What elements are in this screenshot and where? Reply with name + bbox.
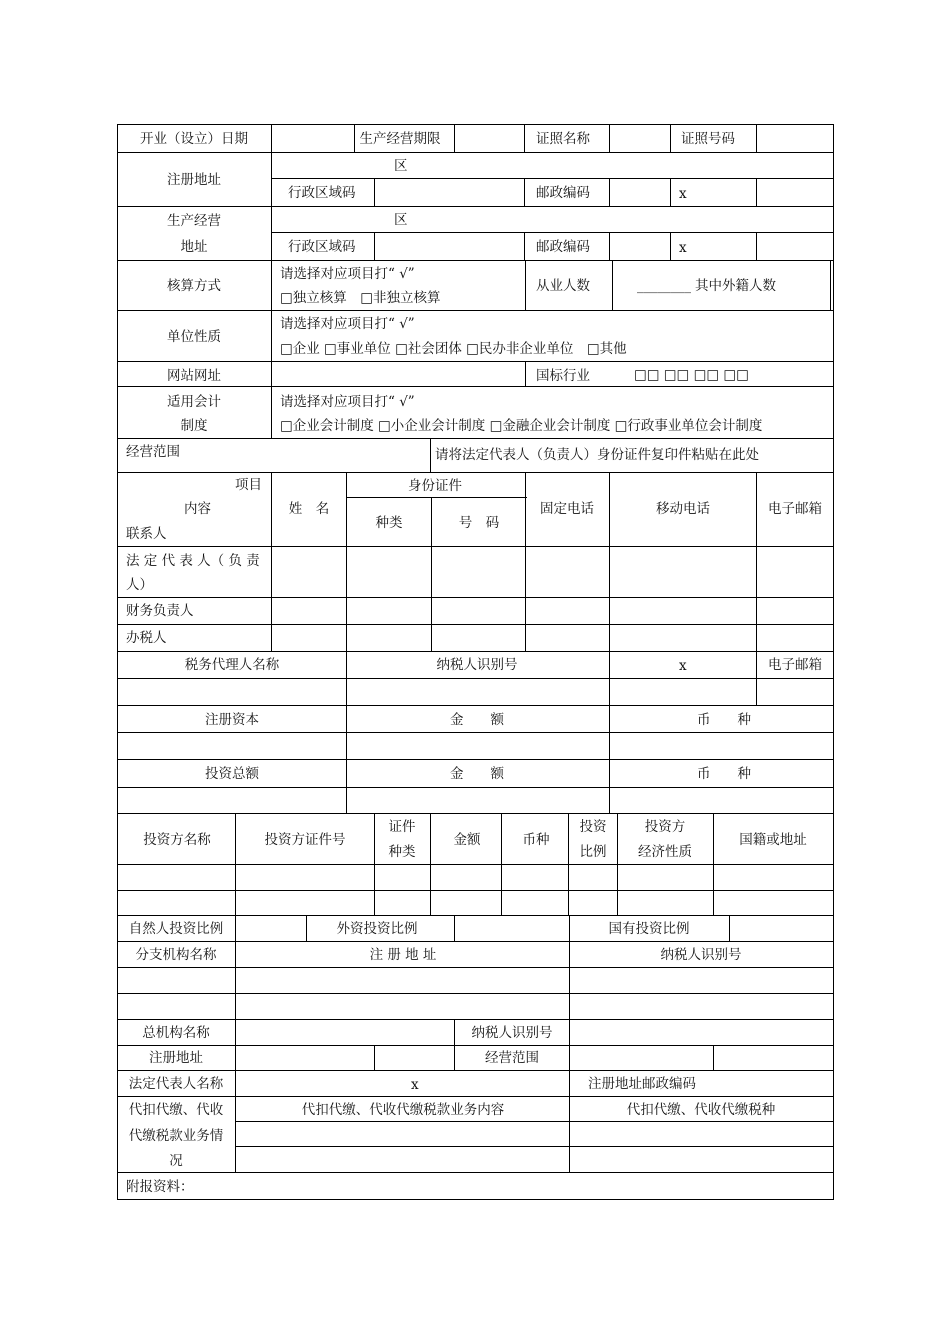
grid-line-v [729, 915, 730, 942]
hint-choose: 请选择对应项目打“ √” [280, 316, 415, 332]
col-investor-name: 投资方名称 [143, 832, 211, 848]
label-amount: 金 额 [450, 766, 504, 782]
grid-line-h [117, 1096, 834, 1097]
label-unit-nature: 单位性质 [167, 329, 221, 345]
grid-line-v [713, 813, 714, 916]
col-mobile: 移动电话 [656, 501, 710, 517]
grid-line-v [374, 1045, 375, 1071]
grid-line-v [609, 178, 610, 207]
col-withhold-tax: 代扣代缴、代收代缴税种 [626, 1102, 776, 1118]
grid-line-v [713, 1045, 714, 1071]
grid-line-h [117, 678, 834, 679]
grid-line-h [117, 1070, 834, 1071]
grid-line-h [117, 651, 834, 652]
grid-line-h [117, 206, 834, 207]
label-scope: 经营范围 [126, 444, 180, 460]
grid-line-v [756, 232, 757, 261]
col-econ-1: 投资方 [644, 819, 686, 835]
grid-line-v [670, 232, 671, 261]
hint-choose: 请选择对应项目打“ √” [280, 394, 415, 410]
x-mark: x [411, 1077, 419, 1093]
grid-line-v [670, 124, 671, 153]
col-id-type: 种类 [375, 515, 403, 531]
col-ratio-2: 比例 [579, 844, 607, 860]
label-currency: 币 种 [697, 766, 751, 782]
grid-line-v [525, 260, 526, 311]
grid-line-v [609, 232, 610, 261]
grid-line-v [617, 813, 618, 916]
grid-line-h [117, 310, 834, 311]
label-postal: 邮政编码 [536, 185, 590, 201]
grid-line-v [374, 178, 375, 207]
x-mark: x [679, 240, 687, 256]
grid-line-h [117, 1172, 834, 1173]
grid-line-h [117, 438, 834, 439]
grid-line-h [117, 864, 834, 865]
label-industry: 国标行业 [536, 368, 590, 384]
grid-line-v [612, 260, 613, 311]
grid-line-v [756, 178, 757, 207]
label-hq-name: 总机构名称 [142, 1025, 210, 1041]
label-website: 网站网址 [167, 368, 221, 384]
label-reg-capital: 注册资本 [205, 712, 259, 728]
label-postal: 邮政编码 [536, 239, 590, 255]
label-district: 区 [394, 212, 408, 228]
grid-line-h [117, 993, 834, 994]
grid-line-v [524, 232, 525, 261]
grid-line-v [670, 178, 671, 207]
grid-line-h [235, 1146, 834, 1147]
grid-line-v [568, 813, 569, 916]
row-tax-person: 办税人 [126, 630, 167, 646]
grid-line-h [117, 705, 834, 706]
grid-line-v [525, 361, 526, 387]
grid-line-h [117, 787, 834, 788]
grid-line-v [454, 1045, 455, 1071]
grid-line-h [117, 1019, 834, 1020]
grid-line-v [235, 915, 236, 942]
grid-line-h [271, 178, 834, 179]
grid-line-h [117, 813, 834, 814]
grid-line-v [609, 705, 610, 814]
col-withhold-content: 代扣代缴、代收代缴税款业务内容 [301, 1102, 505, 1118]
grid-line-v [501, 813, 502, 916]
label-legal-name: 法定代表人名称 [128, 1076, 224, 1092]
grid-line-v [524, 178, 525, 207]
col-cert-kind-2: 种类 [388, 844, 416, 860]
grid-line-v [374, 232, 375, 261]
grid-line-h [117, 941, 834, 942]
label-invest-total: 投资总额 [205, 766, 259, 782]
grid-line-v [271, 260, 272, 439]
grid-line-v [525, 472, 526, 652]
grid-line-h [117, 759, 834, 760]
grid-line-v [346, 651, 347, 706]
col-nationality: 国籍或地址 [739, 832, 807, 848]
grid-line-v [569, 941, 570, 1020]
employees-blank: ________ [637, 278, 691, 294]
industry-code-boxes[interactable]: □□ □□ □□ □□ [634, 367, 749, 383]
hint-choose: 请选择对应项目打“ √” [280, 266, 415, 282]
label-natural-ratio: 自然人投资比例 [128, 921, 224, 937]
grid-line-h [117, 732, 834, 733]
label-employees: 从业人数 [536, 278, 590, 294]
label-foreign-ratio: 外资投资比例 [336, 921, 418, 937]
label-currency: 币 种 [697, 712, 751, 728]
label-acc-sys-1: 适用会计 [167, 394, 221, 410]
col-cert-kind-1: 证件 [388, 819, 416, 835]
grid-line-h [117, 915, 834, 916]
grid-line-v [524, 124, 525, 153]
col-currency: 币种 [522, 832, 550, 848]
grid-line-h [117, 1045, 834, 1046]
grid-line-v [830, 260, 831, 311]
label-open-date: 开业（设立）日期 [140, 131, 248, 147]
label-withhold-2: 代缴税款业务情 [128, 1128, 224, 1144]
label-withhold-1: 代扣代缴、代收 [128, 1102, 224, 1118]
label-taxpayer-id: 纳税人识别号 [471, 1025, 553, 1041]
col-name: 姓 名 [288, 501, 330, 517]
label-district: 区 [394, 158, 408, 174]
grid-line-v [454, 124, 455, 153]
grid-line-v [346, 472, 347, 652]
grid-line-v [430, 438, 431, 473]
label-foreign: 其中外籍人数 [695, 278, 776, 294]
label-state-ratio: 国有投资比例 [608, 921, 690, 937]
grid-line-v [756, 651, 757, 706]
col-phone: 固定电话 [540, 501, 594, 517]
grid-line-v [235, 813, 236, 916]
grid-line-v [346, 705, 347, 814]
grid-line-h [117, 260, 834, 261]
col-branch-name: 分支机构名称 [135, 947, 217, 963]
label-period: 生产经营期限 [359, 131, 441, 147]
grid-line-v [569, 1070, 570, 1173]
label-taxpayer-id: 纳税人识别号 [436, 657, 518, 673]
col-ratio-1: 投资 [579, 819, 607, 835]
grid-line-v [374, 813, 375, 916]
grid-line-h [117, 472, 834, 473]
grid-line-v [609, 651, 610, 706]
label-agent-name: 税务代理人名称 [184, 657, 280, 673]
grid-line-v [235, 941, 236, 1173]
grid-line-h [117, 361, 834, 362]
row-legal-2: 人） [126, 577, 153, 593]
label-acc-sys-2: 制度 [180, 418, 208, 434]
label-email: 电子邮箱 [768, 657, 822, 673]
label-reg-addr: 注册地址 [149, 1050, 203, 1066]
label-amount: 金 额 [450, 712, 504, 728]
grid-line-h [235, 1121, 834, 1122]
grid-line-h [271, 232, 834, 233]
x-mark: x [679, 658, 687, 674]
col-amount: 金额 [453, 832, 481, 848]
label-biz-addr-1: 生产经营 [167, 213, 221, 229]
grid-line-h [117, 967, 834, 968]
row-legal-1: 法 定 代 表 人（ 负 责 [126, 553, 260, 569]
label-reg-addr: 注册地址 [167, 172, 221, 188]
label-withhold-3: 况 [169, 1153, 183, 1169]
grid-line-v [756, 472, 757, 652]
col-id-no: 号 码 [458, 515, 500, 531]
x-mark: x [679, 186, 687, 202]
label-accounting: 核算方式 [167, 278, 221, 294]
diag-contact: 联系人 [126, 526, 167, 542]
label-cert-no: 证照号码 [681, 131, 735, 147]
accounting-options[interactable]: □独立核算 □非独立核算 [280, 290, 441, 306]
col-reg-addr: 注 册 地 址 [369, 947, 437, 963]
grid-line-h [117, 890, 834, 891]
id-copy-note: 请将法定代表人（负责人）身份证件复印件粘贴在此处 [435, 447, 759, 463]
col-id-doc: 身份证件 [408, 478, 462, 494]
grid-line-v [354, 124, 355, 153]
grid-line-h [117, 624, 834, 625]
grid-line-v [833, 124, 834, 1200]
unit-nature-options[interactable]: □企业 □事业单位 □社会团体 □民办非企业单位 □其他 [280, 341, 627, 357]
col-taxpayer-id: 纳税人识别号 [660, 947, 742, 963]
grid-line-v [431, 497, 432, 652]
grid-line-v [609, 124, 610, 153]
grid-line-v [454, 1019, 455, 1046]
label-cert-name: 证照名称 [536, 131, 590, 147]
label-admin-code: 行政区域码 [288, 185, 356, 201]
grid-line-v [756, 124, 757, 153]
grid-line-v [117, 124, 118, 1200]
diag-item: 项目 [235, 477, 262, 493]
grid-line-v [271, 472, 272, 652]
grid-line-v [569, 915, 570, 942]
row-finance: 财务负责人 [126, 603, 194, 619]
col-econ-2: 经济性质 [638, 844, 692, 860]
grid-line-v [569, 1019, 570, 1071]
grid-line-v [306, 915, 307, 942]
grid-line-v [430, 813, 431, 916]
label-admin-code: 行政区域码 [288, 239, 356, 255]
diag-content: 内容 [184, 501, 211, 517]
registration-form [117, 124, 833, 1199]
grid-line-h [346, 497, 527, 498]
grid-line-h [117, 386, 834, 387]
label-attach: 附报资料： [126, 1179, 194, 1195]
acc-sys-options[interactable]: □企业会计制度 □小企业会计制度 □金融企业会计制度 □行政事业单位会计制度 [280, 418, 763, 434]
label-reg-postal: 注册地址邮政编码 [588, 1076, 696, 1092]
label-biz-addr-2: 地址 [180, 239, 208, 255]
col-email: 电子邮箱 [768, 501, 822, 517]
grid-line-v [609, 472, 610, 652]
label-scope: 经营范围 [485, 1050, 539, 1066]
grid-line-h [117, 546, 834, 547]
grid-line-h [117, 597, 834, 598]
col-investor-cert: 投资方证件号 [264, 832, 346, 848]
grid-line-v [454, 915, 455, 942]
grid-line-h [117, 1199, 834, 1200]
